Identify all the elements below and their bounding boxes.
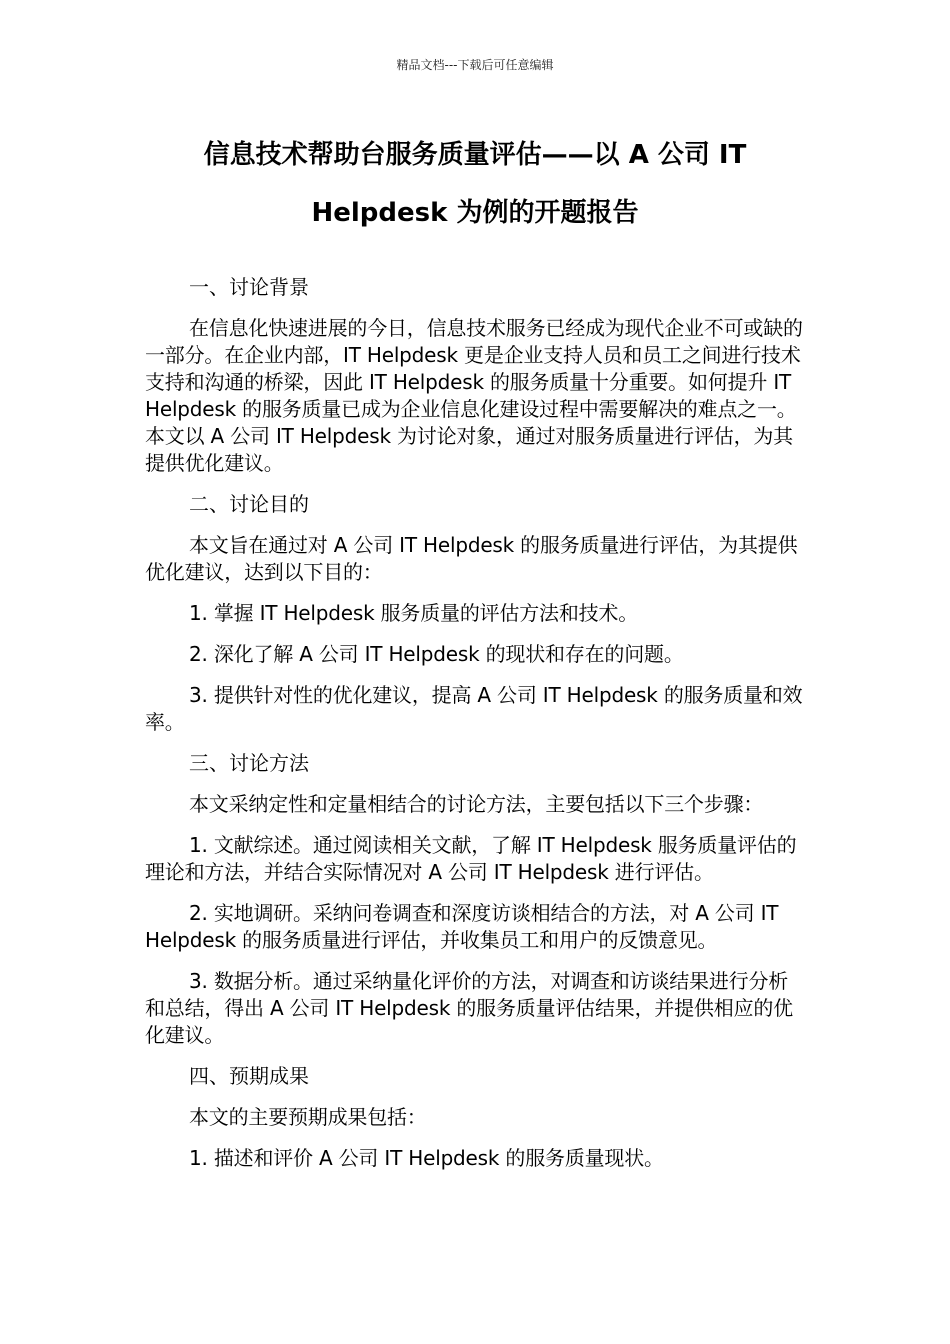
list-item-method-1: 1. 文献综述。通过阅读相关文献，了解 IT Helpdesk 服务质量评估的理论和方法，并结合实际情况对 A 公司 IT Helpdesk 进行评估。: [145, 833, 797, 884]
list-item-purpose-1: 1. 掌握 IT Helpdesk 服务质量的评估方法和技术。: [189, 601, 639, 625]
list-item-purpose-2: 2. 深化了解 A 公司 IT Helpdesk 的现状和存在的问题。: [189, 642, 684, 666]
list-item-purpose-3: 3. 提供针对性的优化建议，提高 A 公司 IT Helpdesk 的服务质量和效率。: [145, 683, 803, 734]
document-title-line-1: 信息技术帮助台服务质量评估——以 A 公司 IT: [203, 140, 747, 170]
section-heading-background: 一、讨论背景: [189, 275, 309, 299]
list-item-method-3: 3. 数据分析。通过采纳量化评价的方法，对调查和访谈结果进行分析和总结，得出 A 公司 IT Helpdesk 的服务质量评估结果，并提供相应的优化建议。: [145, 969, 793, 1047]
section-heading-method: 三、讨论方法: [189, 751, 309, 775]
list-item-method-2: 2. 实地调研。采纳问卷调查和深度访谈相结合的方法，对 A 公司 IT Helpdesk 的服务质量进行评估，并收集员工和用户的反馈意见。: [145, 901, 779, 952]
paragraph-background: 在信息化快速进展的今日，信息技术服务已经成为现代企业不可或缺的一部分。在企业内部，IT Helpdesk 更是企业支持人员和员工之间进行技术支持和沟通的桥梁，因此 IT Helpdesk 的服务质量十分重要。如何提升 IT Helpdesk 的服务质量已成为企业信息化建设过程中需要解决的难点之一。本文以 A 公司 IT Helpdesk 为讨论对象，通过对服务质量进行评估，为其提供优化建议。: [145, 316, 803, 475]
section-heading-purpose: 二、讨论目的: [189, 492, 309, 516]
document-body: [145, 274, 805, 1186]
paragraph-method-intro: 本文采纳定性和定量相结合的讨论方法，主要包括以下三个步骤：: [189, 792, 764, 816]
document-title: [145, 126, 805, 242]
paragraph-outcomes-intro: 本文的主要预期成果包括：: [189, 1105, 427, 1129]
list-item-outcomes-1: 1. 描述和评价 A 公司 IT Helpdesk 的服务质量现状。: [189, 1146, 664, 1170]
section-heading-outcomes: 四、预期成果: [189, 1064, 309, 1088]
document-title-line-2: Helpdesk 为例的开题报告: [311, 198, 639, 228]
paragraph-purpose-intro: 本文旨在通过对 A 公司 IT Helpdesk 的服务质量进行评估，为其提供优化建议，达到以下目的：: [145, 533, 798, 584]
page-header: 精品文档---下载后可任意编辑: [396, 58, 554, 72]
